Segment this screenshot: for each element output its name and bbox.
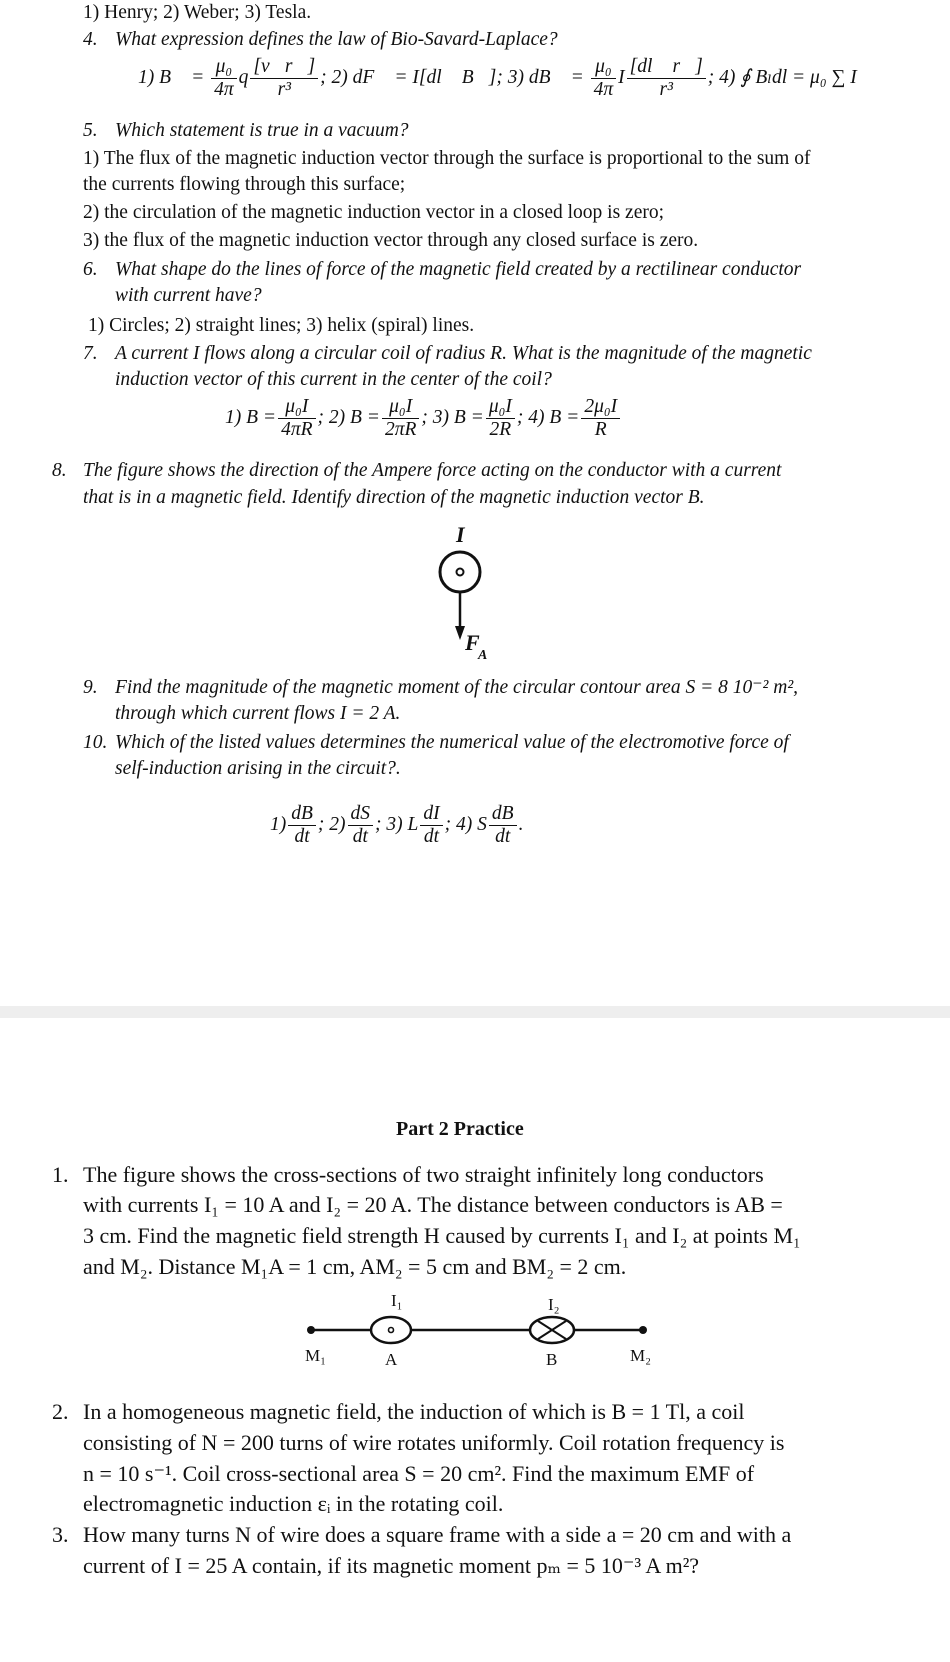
q9-text-1: Find the magnitude of the magnetic moment of the circular contour area S = 8 10⁻² m²,	[115, 677, 799, 698]
q3-answers: 1) Henry; 2) Weber; 3) Tesla.	[83, 2, 312, 23]
q5-text: Which statement is true in a vacuum?	[115, 120, 409, 141]
current-out-dot-icon	[389, 1328, 394, 1333]
q5-number: 5.	[83, 120, 98, 141]
q8-label-current: I	[456, 522, 465, 547]
q8-label-force: F	[465, 630, 480, 655]
q8-text-1: The figure shows the direction of the Ampere force acting on the conductor with a current	[83, 460, 782, 481]
q5-option-2: 2) the circulation of the magnetic induction vector in a closed loop is zero;	[83, 202, 665, 223]
p2-text-1: In a homogeneous magnetic field, the induction of which is B = 1 Tl, a coil	[83, 1399, 745, 1424]
q7-text-1: A current I flows along a circular coil of radius R. What is the magnitude of the magnetic	[115, 343, 812, 364]
q6-number: 6.	[83, 259, 98, 280]
fig-label-m1: M₁	[305, 1346, 327, 1365]
q10-text-1: Which of the listed values determines the numerical value of the electromotive force of	[115, 732, 789, 753]
q6-text-1: What shape do the lines of force of the magnetic field created by a rectilinear conductor	[115, 259, 802, 280]
p2-number: 2.	[52, 1399, 69, 1424]
p1-text-4: and M₂. Distance M₁A = 1 cm, AM₂ = 5 cm and BM₂ = 2 cm.	[83, 1254, 627, 1279]
q9-text-2: through which current flows I = 2 A.	[115, 703, 401, 724]
p1-text-3: 3 cm. Find the magnetic field strength H caused by currents I₁ and I₂ at points M₁	[83, 1223, 801, 1248]
q7-text-2: induction vector of this current in the center of the coil?	[115, 369, 552, 390]
q10-number: 10.	[83, 732, 108, 753]
fig-label-i1: I₁	[391, 1291, 403, 1310]
p2-text-3: n = 10 s⁻¹. Coil cross-sectional area S = 20 cm². Find the maximum EMF of	[83, 1461, 755, 1486]
p3-text-1: How many turns N of wire does a square frame with a side a = 20 cm and with a	[83, 1522, 792, 1547]
part2-title: Part 2 Practice	[396, 1118, 524, 1140]
q7-number: 7.	[83, 343, 98, 364]
q5-option-3: 3) the flux of the magnetic induction vector through any closed surface is zero.	[83, 230, 699, 251]
p2-text-4: electromagnetic induction εᵢ in the rotating coil.	[83, 1491, 504, 1516]
q8-number: 8.	[52, 460, 67, 481]
conductor-a-icon	[371, 1317, 411, 1343]
p2-text-2: consisting of N = 200 turns of wire rotates uniformly. Coil rotation frequency is	[83, 1430, 785, 1455]
q7-formulas: 1) B = $\frac{\text{μ₀I}}{4\pi R}$ ; 2) B = $\frac{\text{μ₀I}}{2\pi R}$ ; 3) B = $\frac{\text{μ₀I}}{2R}$ ; 4) B = $\frac{\text{2μ₀I}}{R}$	[225, 396, 622, 441]
fig-label-a: A	[385, 1350, 398, 1369]
q4-formulas: 1) B⃗ = $\frac{\text{μ₀}}{4\pi}$ q $\frac{[v⃗r⃗]}{\text{r³}}$ ; 2) dF⃗ = I[dl⃗ B⃗]; 3) dB⃗ = $\frac{\text{μ₀}}{4\pi}$ I $\frac{[dl⃗ r⃗]}{\text{r³}}$ ; 4) ∮ Bₗdl = μ₀ ∑ I	[138, 56, 857, 100]
q8-label-force-sub: A	[478, 648, 488, 663]
point-m1-icon	[307, 1326, 315, 1334]
q5-option-1a: 1) The flux of the magnetic induction vector through the surface is proportional to the sum of	[83, 148, 811, 169]
q6-text-2: with current have?	[115, 285, 262, 306]
q10-formulas: 1) $\frac{dB}{dt}$ ; 2) $\frac{dS}{dt}$ ; 3) L $\frac{dI}{dt}$ ; 4) S $\frac{dB}{dt}$ .	[270, 803, 524, 847]
q5-option-1b: the currents flowing through this surface;	[83, 174, 406, 195]
q8-text-2: that is in a magnetic field. Identify direction of the magnetic induction vector B.	[83, 487, 705, 508]
p3-number: 3.	[52, 1522, 69, 1547]
p1-text-2: with currents I₁ = 10 A and I₂ = 20 A. The distance between conductors is AB =	[83, 1192, 783, 1217]
p3-text-2: current of I = 25 A contain, if its magnetic moment pₘ = 5 10⁻³ A m²?	[83, 1553, 700, 1578]
q9-number: 9.	[83, 677, 98, 698]
q6-answers: 1) Circles; 2) straight lines; 3) helix (spiral) lines.	[88, 315, 475, 336]
q4-text: What expression defines the law of Bio-Savard-Laplace?	[115, 29, 558, 50]
point-m2-icon	[639, 1326, 647, 1334]
p1-number: 1.	[52, 1162, 69, 1187]
p1-text-1: The figure shows the cross-sections of two straight infinitely long conductors	[83, 1162, 764, 1187]
q10-text-2: self-induction arising in the circuit?.	[115, 758, 401, 779]
q4-number: 4.	[83, 29, 98, 50]
fig-label-b: B	[546, 1350, 558, 1369]
fig-label-m2: M₂	[630, 1346, 652, 1365]
fig-label-i2: I₂	[548, 1295, 560, 1314]
